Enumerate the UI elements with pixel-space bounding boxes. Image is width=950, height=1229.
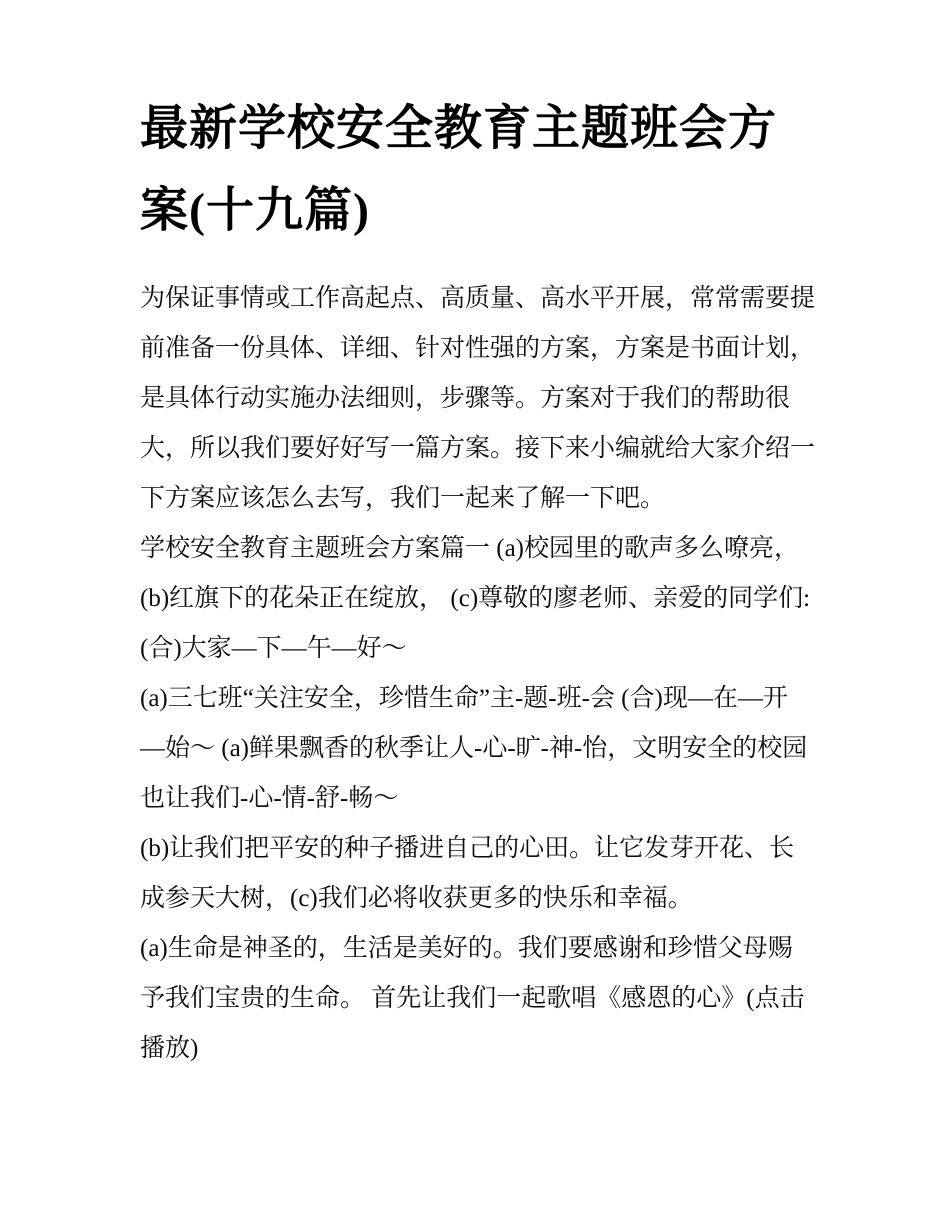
text-line: (a)生命是神圣的，生活是美好的。我们要感谢和珍惜父母赐 xyxy=(140,935,793,962)
text-line: 是具体行动实施办法细则，步骤等。方案对于我们的帮助很 xyxy=(140,385,791,412)
paragraph-life-song xyxy=(140,924,830,1074)
text-line: 成参天大树，(c)我们必将收获更多的快乐和幸福。 xyxy=(140,885,693,912)
paragraph-class-theme xyxy=(140,674,830,824)
text-line: 为保证事情或工作高起点、高质量、高水平开展，常常需要提 xyxy=(140,285,816,312)
text-line: 前准备一份具体、详细、针对性强的方案，方案是书面计划， xyxy=(140,335,816,362)
text-line: (b)红旗下的花朵正在绽放， (c)尊敬的廖老师、亲爱的同学们: xyxy=(140,585,811,612)
text-line: 播放) xyxy=(140,1035,199,1062)
text-line: —始～ (a)鲜果飘香的秋季让人-心-旷-神-怡，文明安全的校园 xyxy=(140,735,808,762)
paragraph-intro xyxy=(140,274,830,524)
text-line: 也让我们-心-情-舒-畅～ xyxy=(140,785,399,812)
text-line: 学校安全教育主题班会方案篇一 (a)校园里的歌声多么嘹亮， xyxy=(140,535,799,562)
text-line: (a)三七班“关注安全，珍惜生命”主-题-班-会 (合)现—在—开 xyxy=(140,685,788,712)
title-line-2: 案(十九篇) xyxy=(140,184,370,237)
paragraph-opening xyxy=(140,524,830,674)
title-line-1: 最新学校安全教育主题班会方 xyxy=(140,102,778,155)
document-content xyxy=(140,88,830,1074)
text-line: (b)让我们把平安的种子播进自己的心田。让它发芽开花、长 xyxy=(140,835,795,862)
paragraph-safety-seed xyxy=(140,824,830,924)
text-line: 下方案应该怎么去写，我们一起来了解一下吧。 xyxy=(140,485,666,512)
text-line: 予我们宝贵的生命。 首先让我们一起歌唱《感恩的心》(点击 xyxy=(140,985,805,1012)
text-line: 大，所以我们要好好写一篇方案。接下来小编就给大家介绍一 xyxy=(140,435,816,462)
text-line: (合)大家—下—午—好～ xyxy=(140,635,407,662)
document-title xyxy=(140,88,830,252)
